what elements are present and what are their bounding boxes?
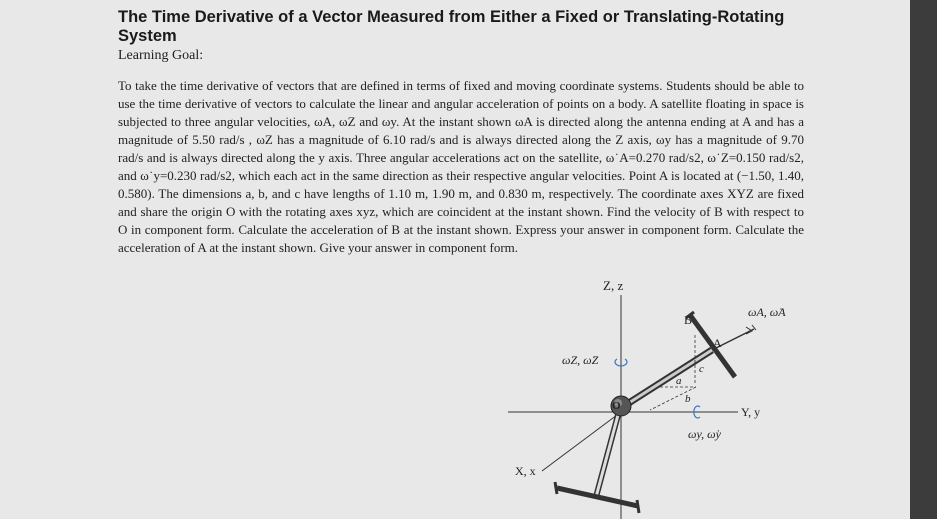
omega-y-label: ωy, ω̇y xyxy=(688,427,721,441)
document-title: The Time Derivative of a Vector Measured from Either a Fixed or Translating-Rotating System xyxy=(118,8,785,45)
dimension-b-label: b xyxy=(685,393,691,405)
omega-a-label: ωA, ω̇A xyxy=(748,305,786,319)
omega-z-label: ωZ, ω̇Z xyxy=(562,353,599,367)
lower-boom-inner xyxy=(596,415,618,497)
satellite-figure xyxy=(500,275,820,519)
problem-text: To take the time derivative of vectors that are defined in terms of fixed and moving coordinate systems. Students should be able to use the time derivative of vectors to calculate the linear and angular acceleration of points on a body. A satellite floating in space is subjected to three angular velocities, ωA, ωZ and ωy. At the instant shown ωA is directed along the antenna ending at A and has a magnitude of 5.50 rad/s , ωZ has a magnitude of 6.10 rad/s and is always directed along the Z axis, ωy has a magnitude of 9.70 rad/s and is always directed along the y axis. Three angular accelerations act on the satellite, ω˙A=0.270 rad/s2, ω˙Z=0.150 rad/s2, and ω˙y=0.230 rad/s2, which each act in the same direction as their respective angular velocities. Point A is located at (−1.50, 1.40, 0.580). The dimensions a, b, and c have lengths of 1.10 m, 1.90 m, and 0.830 m, respectively. The coordinate axes XYZ are fixed and share the origin O with the rotating axes xyz, which are coincident at the instant shown. Find the velocity of B with respect to O in component form. Calculate the acceleration of B at the instant shown. Express your answer in component form. Calculate the acceleration of A at the instant shown. Give your answer in component form. xyxy=(118,78,804,255)
dimension-c-label: c xyxy=(699,363,704,375)
learning-goal-label: Learning Goal: xyxy=(118,48,204,63)
origin-label: O xyxy=(612,400,621,412)
bottom-bar-right-cap xyxy=(637,500,639,513)
document-content xyxy=(118,8,804,257)
point-a-label: A xyxy=(713,336,722,350)
dimension-a-label: a xyxy=(676,375,682,387)
upper-boom-inner xyxy=(624,350,712,406)
z-axis-label: Z, z xyxy=(603,278,624,293)
y-axis-label: Y, y xyxy=(741,405,761,419)
point-b-label: B xyxy=(684,313,693,327)
bottom-bar-left-cap xyxy=(555,482,557,494)
x-axis-label: X, x xyxy=(515,464,536,478)
